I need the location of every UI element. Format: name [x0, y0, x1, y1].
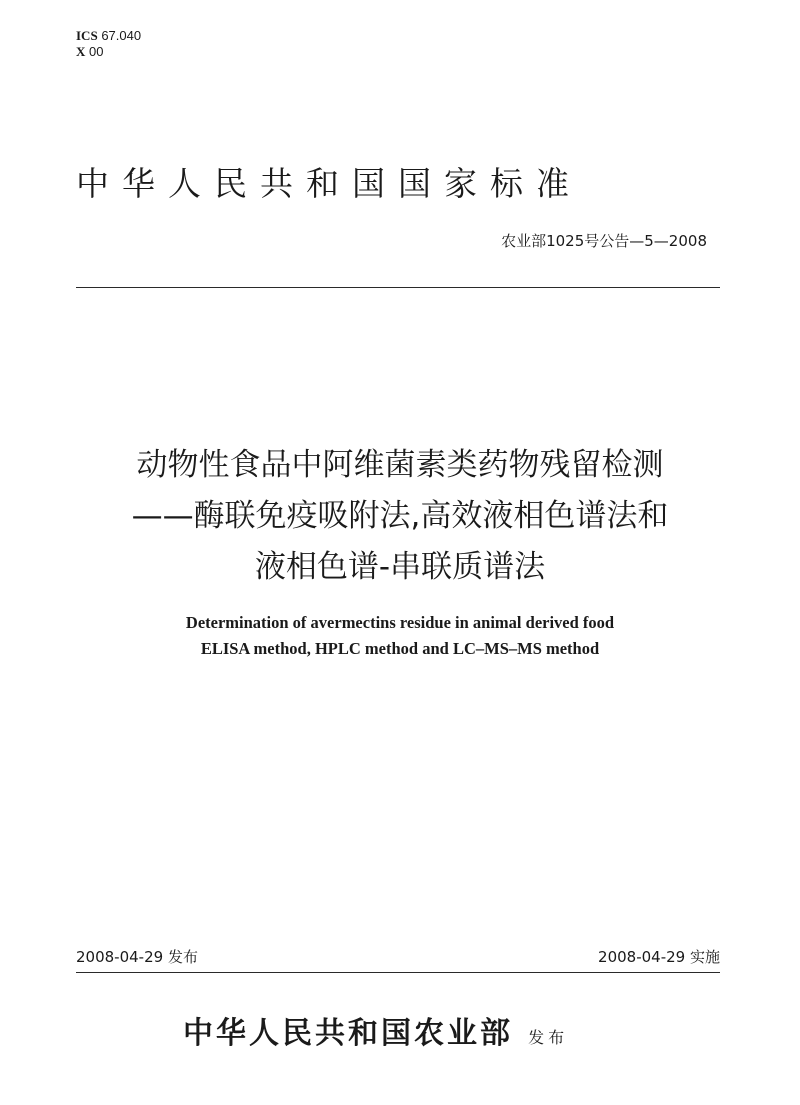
chinese-title-line-1: 动物性食品中阿维菌素类药物残留检测	[136, 447, 664, 483]
issuer-action: 发布	[528, 1028, 569, 1047]
issuer-line	[183, 1008, 568, 1052]
standard-type-heading: 中华人民共和国国家标准	[76, 164, 582, 203]
document-number: 农业部1025号公告—5—2008	[501, 232, 707, 250]
issue-date: 2008-04-29 发布	[76, 948, 198, 966]
issuer-name: 中华人民共和国农业部	[183, 1016, 513, 1051]
english-title-line-1: Determination of avermectins residue in animal derived food	[185, 613, 615, 632]
ics-line	[76, 28, 141, 44]
bottom-divider	[76, 972, 720, 973]
english-title-line-2: ELISA method, HPLC method and LC–MS–MS method	[200, 639, 600, 658]
chinese-title-line-3: 液相色谱-串联质谱法	[254, 549, 546, 585]
class-label: X	[76, 44, 86, 59]
classification-codes	[76, 28, 141, 60]
class-code: 00	[89, 44, 104, 59]
chinese-title-line-2: ——酶联免疫吸附法,高效液相色谱法和	[131, 498, 669, 534]
chinese-title	[20, 440, 780, 593]
ics-code: 67.040	[101, 28, 142, 43]
ics-label: ICS	[76, 28, 98, 43]
english-title	[20, 610, 780, 662]
implementation-date: 2008-04-29 实施	[598, 948, 720, 966]
class-line	[76, 44, 141, 60]
top-divider	[76, 287, 720, 288]
